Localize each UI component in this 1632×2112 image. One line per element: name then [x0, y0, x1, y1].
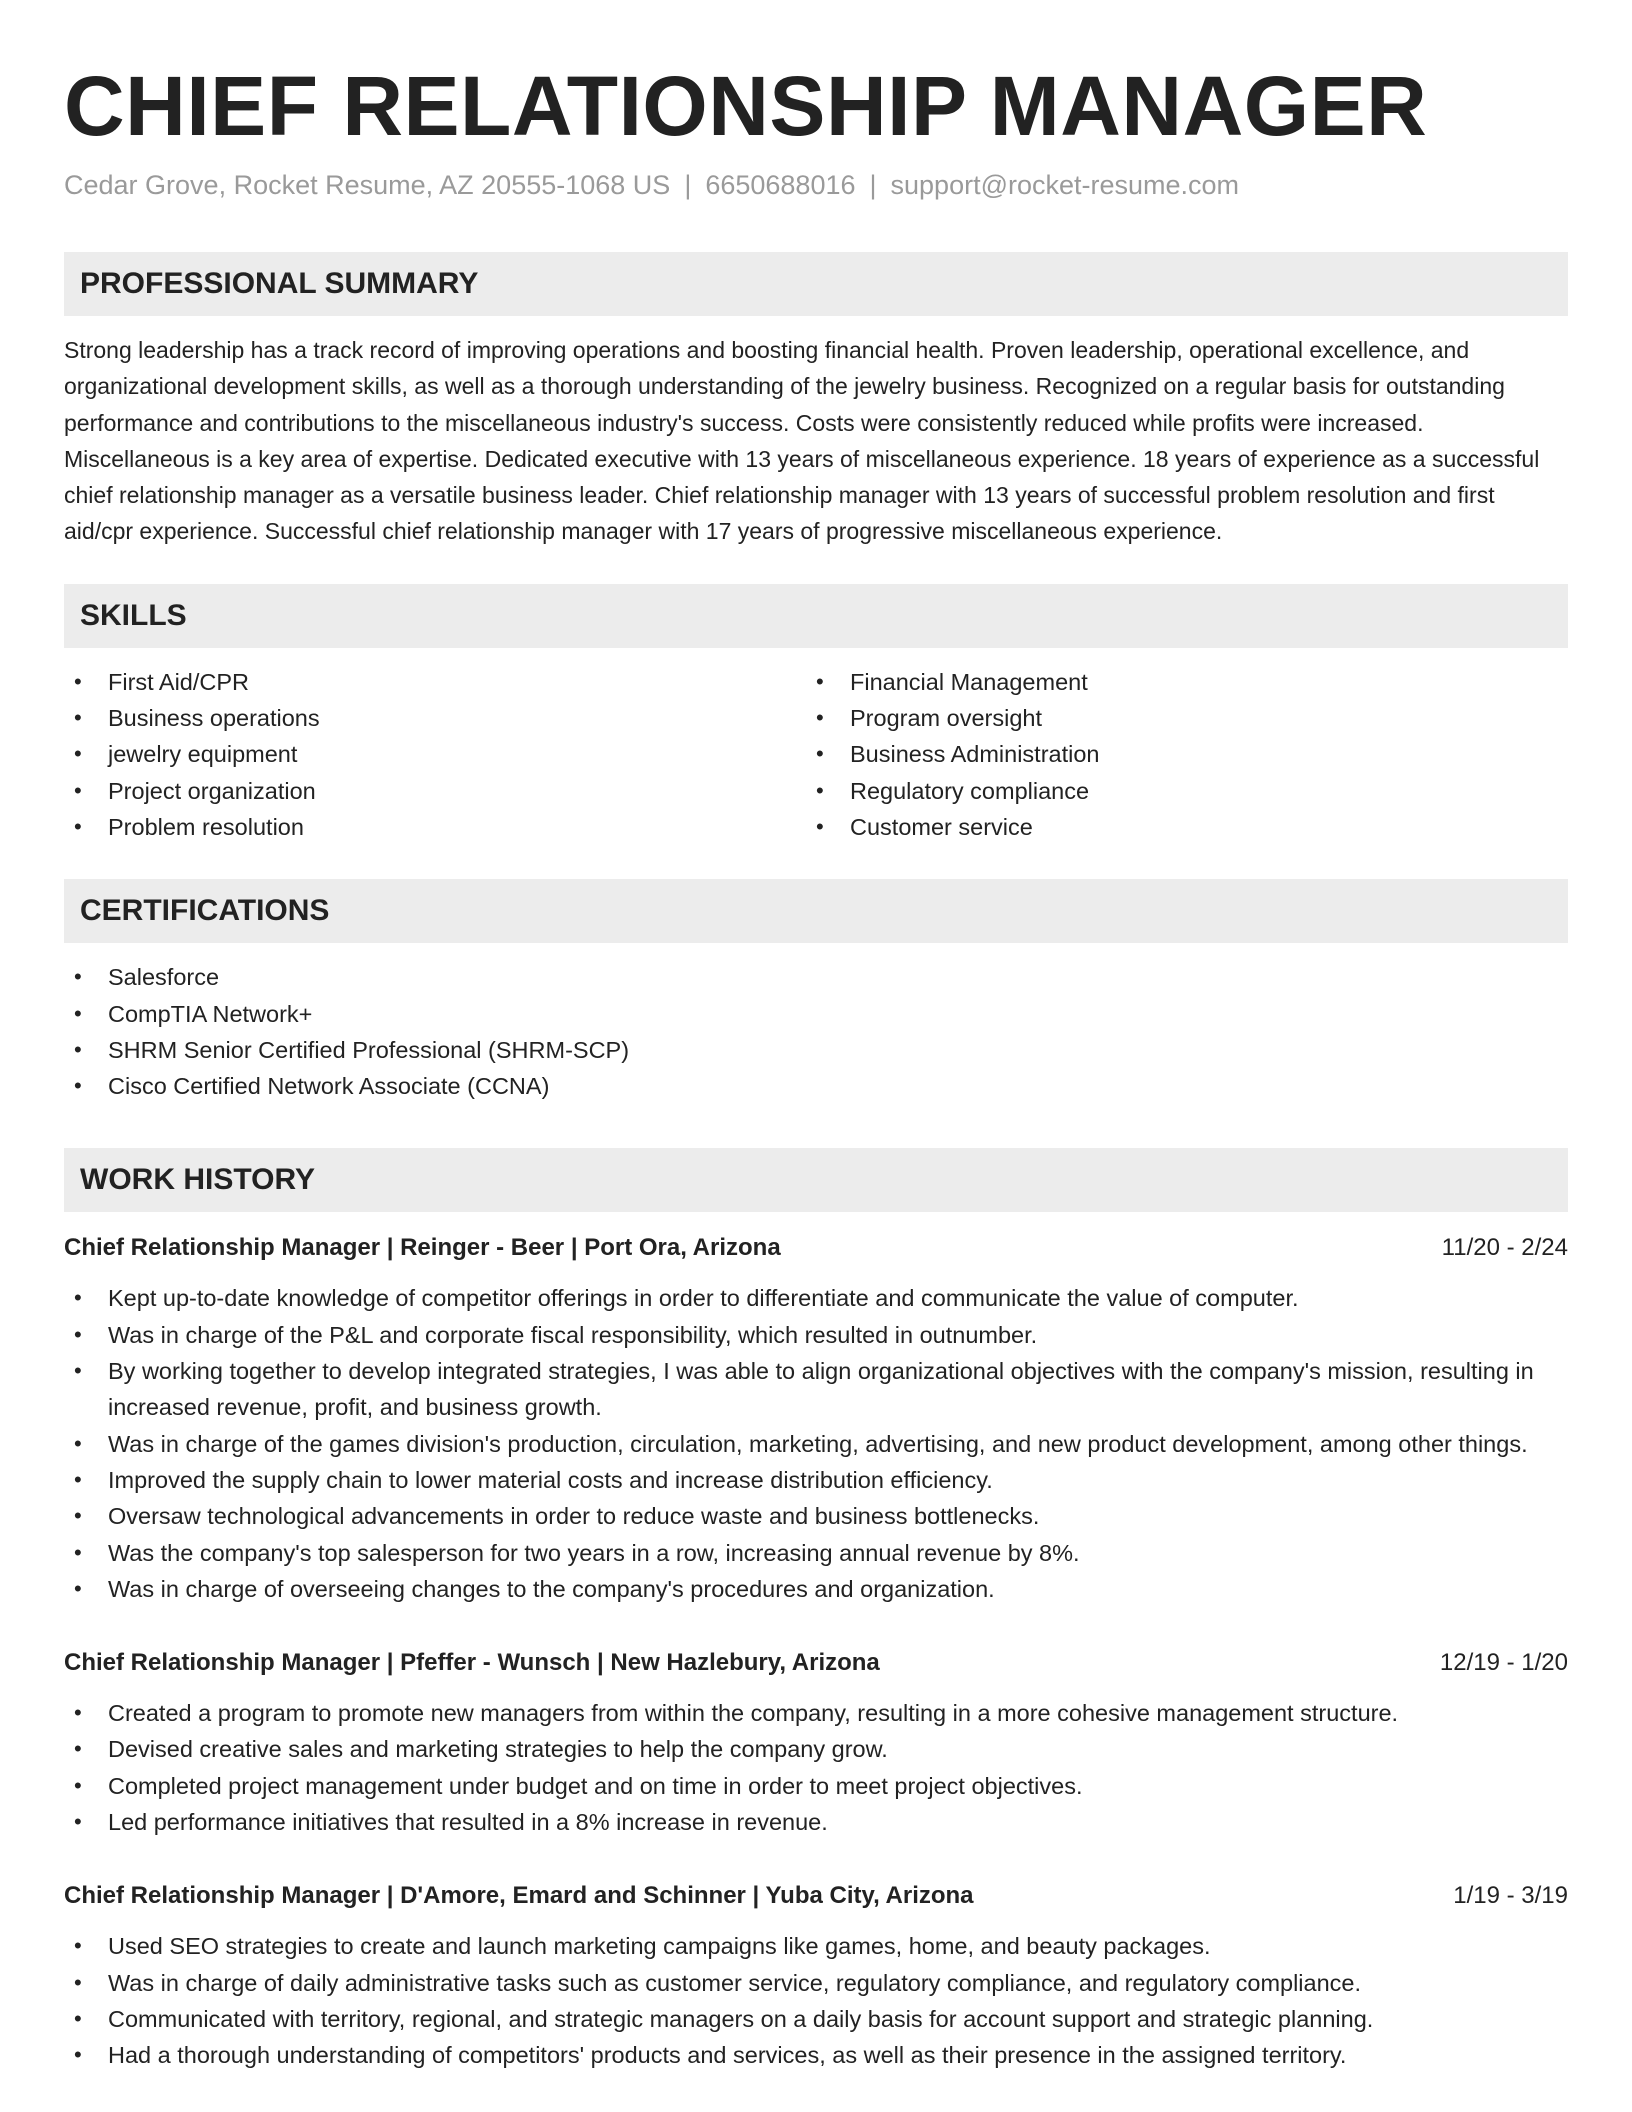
job-bullet: • Was the company's top salesperson for two years in a row, increasing annual revenue by 8%.: [64, 1535, 1568, 1571]
skill-item: • Business operations: [64, 700, 806, 736]
job-entry: [64, 1647, 1568, 1840]
job-title: Chief Relationship Manager | Pfeffer - Wunsch | New Hazlebury, Arizona: [64, 1649, 880, 1677]
skills-heading: SKILLS: [64, 584, 1568, 648]
contact-separator: |: [684, 170, 692, 200]
contact-address: Cedar Grove, Rocket Resume, AZ 20555-1068 US: [64, 170, 671, 200]
job-bullet: • Was in charge of the P&L and corporate fiscal responsibility, which resulted in outnumber.: [64, 1317, 1568, 1353]
job-title: Chief Relationship Manager | Reinger - Beer | Port Ora, Arizona: [64, 1234, 781, 1262]
job-entry: [64, 1232, 1568, 1607]
certification-item: • Salesforce: [64, 959, 1568, 995]
job-bullet: • Had a thorough understanding of competitors' products and services, as well as their presence in the assigned territory.: [64, 2037, 1568, 2073]
contact-line: [64, 168, 1568, 202]
job-bullet: • Oversaw technological advancements in order to reduce waste and business bottlenecks.: [64, 1498, 1568, 1534]
job-bullet: • Used SEO strategies to create and launch marketing campaigns like games, home, and beauty packages.: [64, 1928, 1568, 1964]
certifications-heading: CERTIFICATIONS: [64, 879, 1568, 943]
skill-item: • Problem resolution: [64, 809, 806, 845]
skill-item: • Business Administration: [806, 736, 1548, 772]
skills-column-right: [806, 664, 1548, 845]
job-dates: 11/20 - 2/24: [1441, 1234, 1568, 1262]
skill-item: • Regulatory compliance: [806, 773, 1548, 809]
skill-item: • Program oversight: [806, 700, 1548, 736]
certification-item: • Cisco Certified Network Associate (CCNA): [64, 1068, 1568, 1104]
skill-item: • First Aid/CPR: [64, 664, 806, 700]
job-bullet: • Was in charge of overseeing changes to the company's procedures and organization.: [64, 1571, 1568, 1607]
work-history-heading: WORK HISTORY: [64, 1148, 1568, 1212]
resume-name: CHIEF RELATIONSHIP MANAGER: [64, 59, 1428, 153]
job-bullet: • Communicated with territory, regional, and strategic managers on a daily basis for account support and strategic planning.: [64, 2001, 1568, 2037]
job-bullet: • Devised creative sales and marketing strategies to help the company grow.: [64, 1731, 1568, 1767]
job-bullet: • Led performance initiatives that resulted in a 8% increase in revenue.: [64, 1804, 1568, 1840]
job-bullets: [64, 1928, 1568, 2073]
skills-column-left: [64, 664, 806, 845]
contact-phone: 6650688016: [705, 170, 856, 200]
job-bullet: • Kept up-to-date knowledge of competitor offerings in order to differentiate and communicate the value of computer.: [64, 1280, 1568, 1316]
job-bullet: • By working together to develop integrated strategies, I was able to align organizational objectives with the company's mission, resulting in increased revenue, profit, and business growth.: [64, 1353, 1568, 1426]
job-bullet: • Was in charge of daily administrative tasks such as customer service, regulatory compliance, and regulatory compliance.: [64, 1965, 1568, 2001]
job-bullet: • Completed project management under budget and on time in order to meet project objectives.: [64, 1768, 1568, 1804]
summary-heading: PROFESSIONAL SUMMARY: [64, 252, 1568, 316]
skill-item: • Customer service: [806, 809, 1548, 845]
job-dates: 12/19 - 1/20: [1439, 1649, 1568, 1677]
job-bullet: • Improved the supply chain to lower material costs and increase distribution efficiency.: [64, 1462, 1568, 1498]
contact-email: support@rocket-resume.com: [890, 170, 1240, 200]
skill-item: • jewelry equipment: [64, 736, 806, 772]
job-header: [64, 1232, 1568, 1264]
certifications-list: [64, 959, 1568, 1104]
skills-list: [64, 664, 1568, 845]
job-dates: 1/19 - 3/19: [1453, 1882, 1568, 1910]
summary-text: Strong leadership has a track record of improving operations and boosting financial health. Proven leadership, operational excellence, and organizational development skills, as well as a thorough understanding of the jewelry business. Recognized on a regular basis for outstanding performance and contributions to the miscellaneous industry's success. Costs were consistently reduced while profits were increased. Miscellaneous is a key area of expertise. Dedicated executive with 13 years of miscellaneous experience. 18 years of experience as a successful chief relationship manager as a versatile business leader. Chief relationship manager with 13 years of successful problem resolution and first aid/cpr experience. Successful chief relationship manager with 17 years of progressive miscellaneous experience.: [64, 337, 1540, 545]
job-bullets: [64, 1280, 1568, 1607]
job-header: [64, 1880, 1568, 1912]
job-entry: [64, 1880, 1568, 2073]
contact-separator: |: [869, 170, 877, 200]
job-bullet: • Was in charge of the games division's production, circulation, marketing, advertising, and new product development, among other things.: [64, 1426, 1568, 1462]
skill-item: • Project organization: [64, 773, 806, 809]
job-title: Chief Relationship Manager | D'Amore, Emard and Schinner | Yuba City, Arizona: [64, 1882, 974, 1910]
job-bullets: [64, 1695, 1568, 1840]
job-header: [64, 1647, 1568, 1679]
certification-item: • CompTIA Network+: [64, 996, 1568, 1032]
certification-item: • SHRM Senior Certified Professional (SHRM-SCP): [64, 1032, 1568, 1068]
skill-item: • Financial Management: [806, 664, 1548, 700]
job-bullet: • Created a program to promote new managers from within the company, resulting in a more cohesive management structure.: [64, 1695, 1568, 1731]
